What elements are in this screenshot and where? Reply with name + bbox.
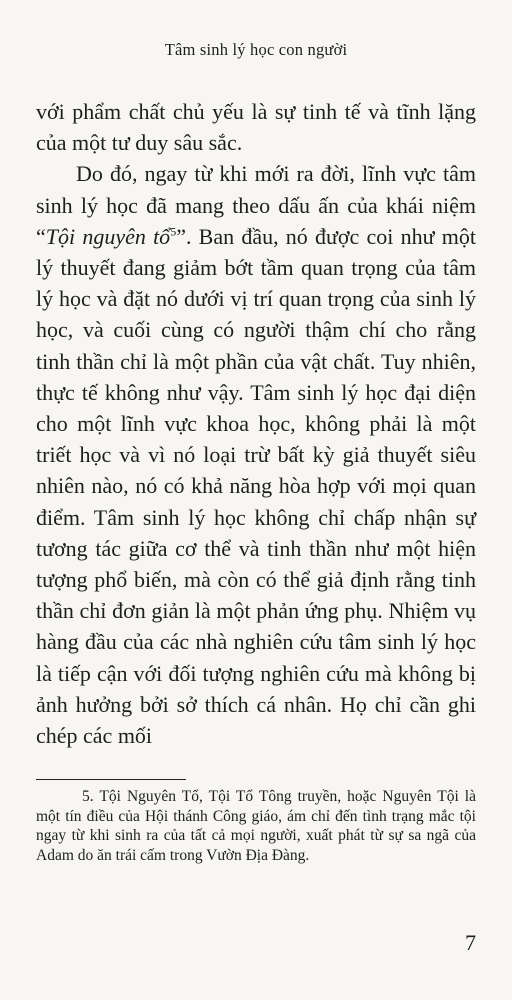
footnote-separator [36, 779, 186, 780]
footnote [36, 787, 476, 865]
paragraph-2 [36, 158, 476, 751]
paragraph-2-rest: ”. Ban đầu, nó được coi như một lý thuyết đang giảm bớt tầm quan trọng của tâm lý học và đặt nó dưới vị trí quan trọng của sinh lý học, và cuối cùng có người thậm chí cho rằng tinh thần chỉ là một phần của vật chất. Tuy nhiên, thực tế không như vậy. Tâm sinh lý học đại diện cho một lĩnh vực khoa học, không phải là một triết học và vì nó loại trừ bất kỳ giả thuyết siêu nhiên nào, nó có khả năng hòa hợp với mọi quan điểm. Tâm sinh lý học không chỉ chấp nhận sự tương tác giữa cơ thể và tinh thần như một hiện tượng phổ biến, mà còn có thể giả định rằng tinh thần chỉ đơn giản là một phản ứng phụ. Nhiệm vụ hàng đầu của các nhà nghiên cứu tâm sinh lý học là tiếp cận với đối tượng nghiên cứu mà không bị ảnh hưởng bởi sở thích cá nhân. Họ chỉ cần ghi chép các mối [36, 223, 476, 749]
page-number: 7 [465, 930, 476, 955]
paragraph-1: với phẩm chất chủ yếu là sự tinh tế và tĩnh lặng của một tư duy sâu sắc. [36, 99, 476, 156]
running-title: Tâm sinh lý học con người [164, 40, 348, 59]
body-text [36, 96, 476, 751]
paragraph-2-lead: Do đó, ngay từ khi mới ra đời, lĩnh vực tâm sinh lý học đã mang theo dấu ấn của khái niệm “ [36, 161, 476, 249]
term-original-sin: Tội nguyên tổ [45, 223, 171, 249]
footnote-reference[interactable]: 5 [170, 224, 177, 239]
footnote-text: 5. Tội Nguyên Tổ, Tội Tổ Tông truyền, hoặc Nguyên Tội là một tín điều của Hội thánh Công giáo, ám chỉ đến tình trạng mắc tội ngay từ khi sinh ra của tất cả mọi người, xuất phát từ sự sa ngã của Adam do ăn trái cấm trong Vườn Địa Đàng. [36, 788, 476, 864]
